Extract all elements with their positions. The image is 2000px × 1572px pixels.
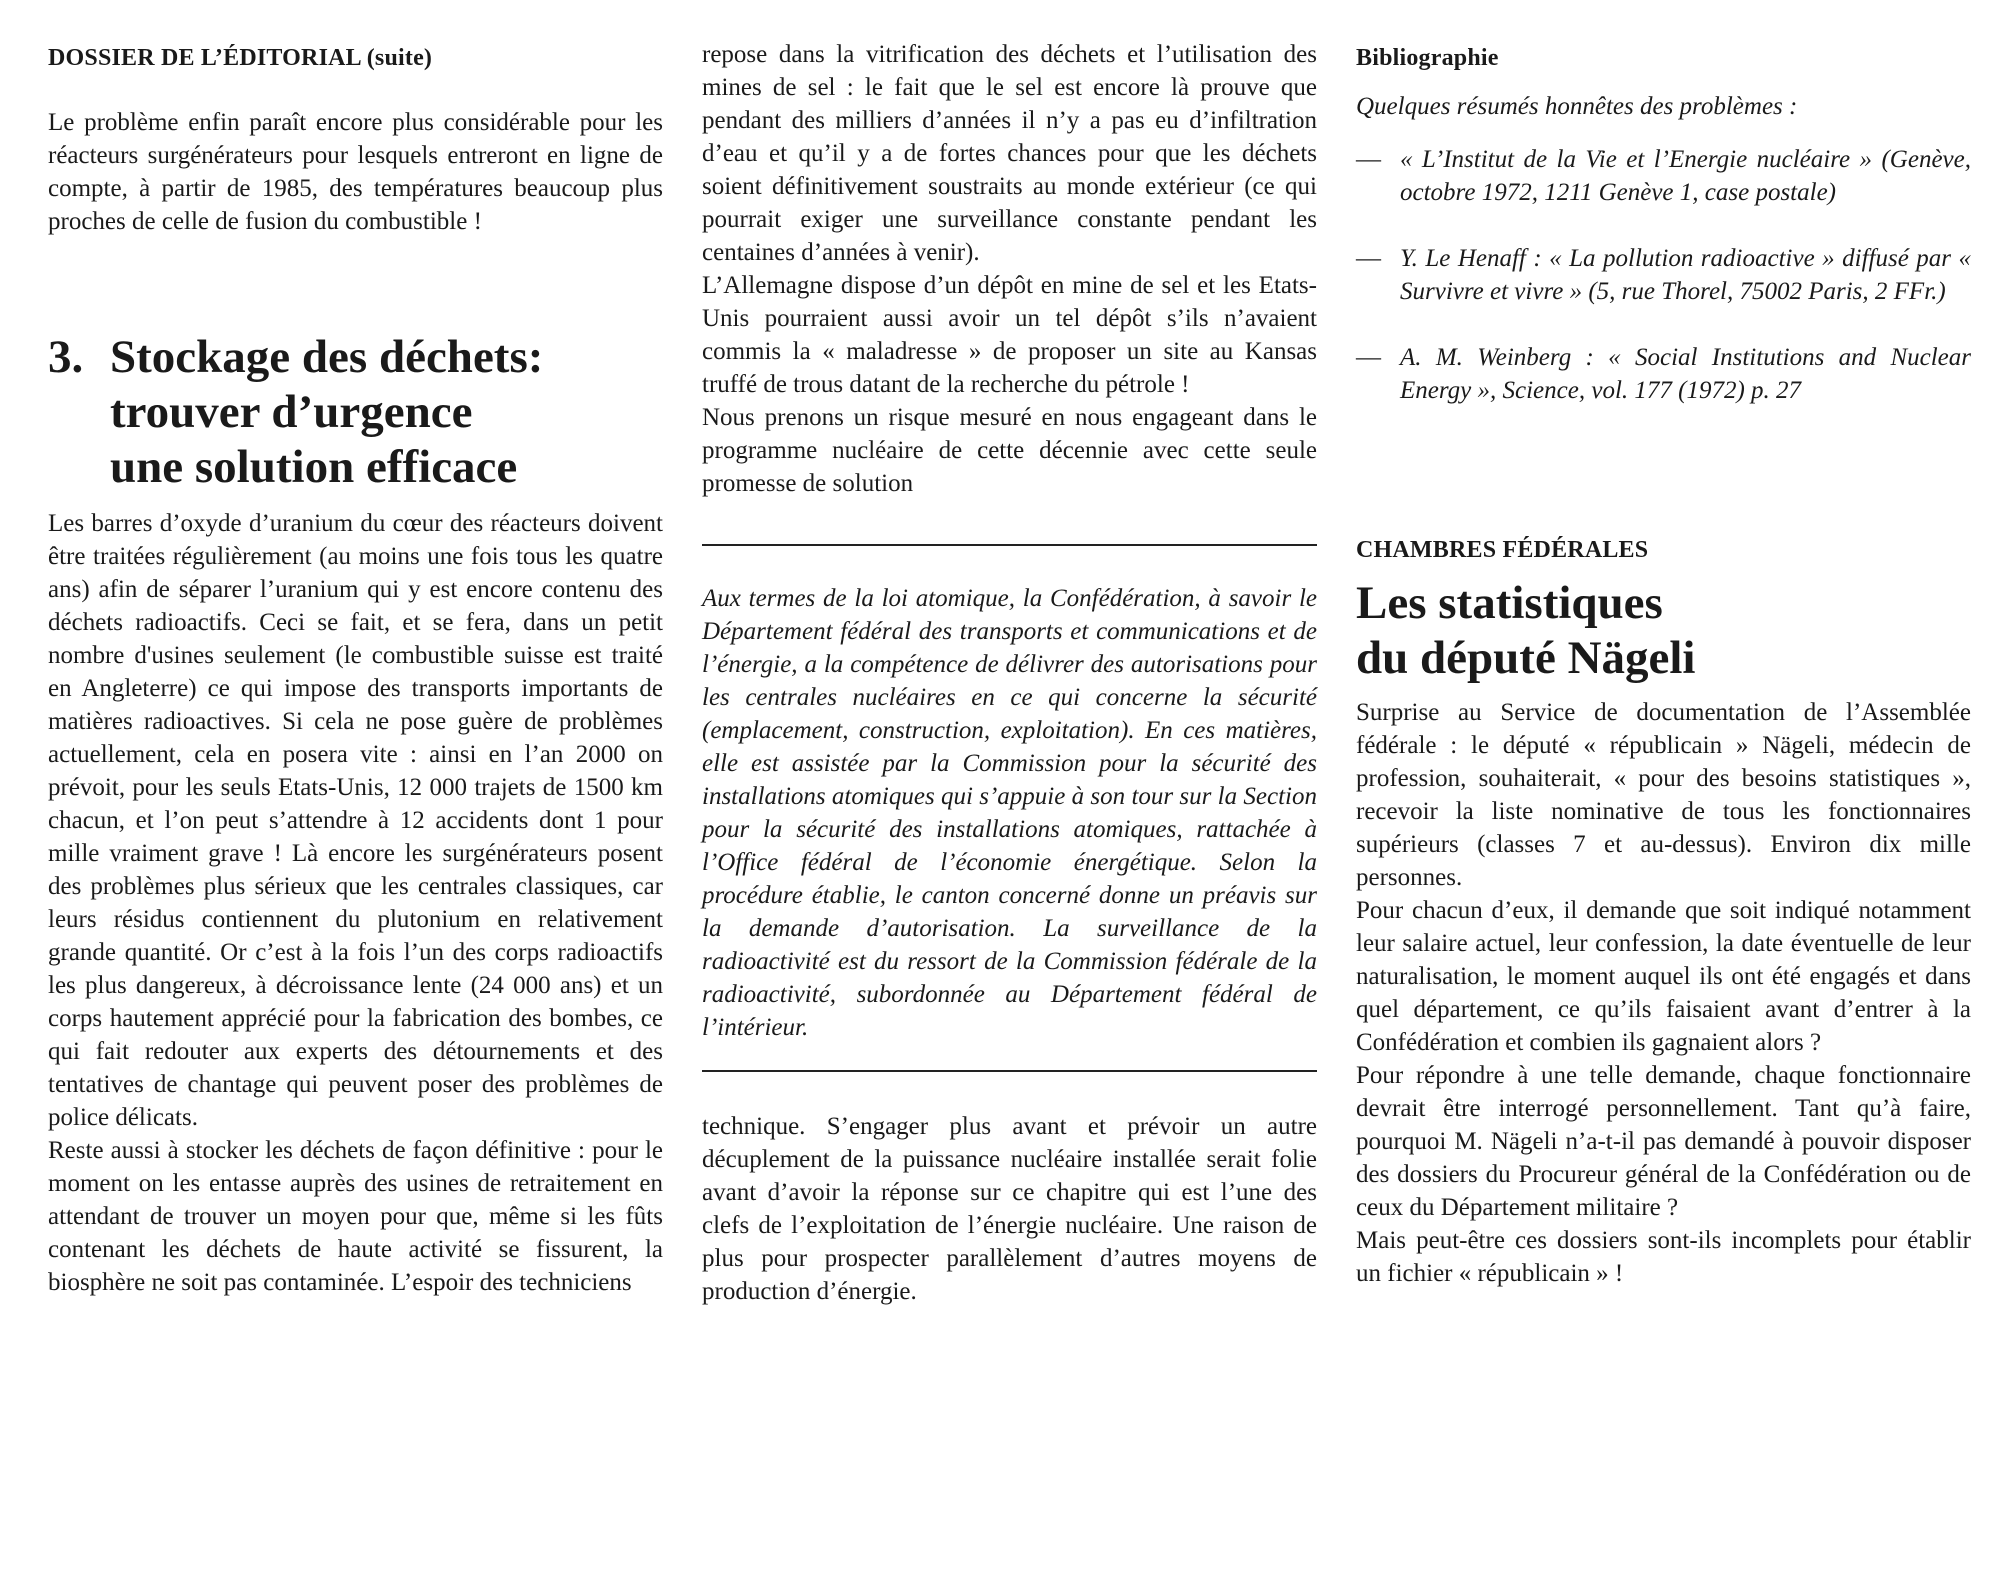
body-paragraph: L’Allemagne dispose d’un dépôt en mine de sel et les Etats-Unis pourraient aussi avoir un tel dépôt s’ils n’avaient commis la « maladresse » de proposer un site au Kansas truffé de trous datant de la recherche du pétrole ! [702,272,1317,398]
column-left [48,38,663,1299]
column-right [1356,38,1971,1290]
bibliography-dash: — [1356,146,1381,173]
dossier-kicker-suffix: (suite) [366,45,433,71]
chambres-kicker: CHAMBRES FÉDÉRALES [1356,537,1649,563]
body-paragraph: Surprise au Service de documentation de l’Assemblée fédérale : le député « républicain » Nägeli, médecin de profession, souhaiterait, « pour des besoins statistiques », recevoir la liste nominative de tous les fonctionnaires supérieurs (classes 7 et au-dessus). Environ dix mille personnes. [1356,699,1971,891]
info-box-text: Aux termes de la loi atomique, la Confédération, à savoir le Département fédéral des transports et communications et de l’énergie, a la compétence de délivrer des autorisations pour les centrales nucléaires en ce qui concerne la sécurité (emplacement, construction, exploitation). En ces matières, elle est assistée par la Commission pour la sécurité des installations atomiques qui s’appuie à son tour sur la Section pour la sécurité des installations atomiques, rattachée à l’Office fédéral de l’économie énergétique. Selon la procédure établie, le canton concerné donne un préavis sur la demande d’autorisation. La surveillance de la radioactivité est du ressort de la Commission fédérale de la radioactivité, subordonnée au Département fédéral de l’intérieur. [702,585,1317,1041]
body-paragraph: repose dans la vitrification des déchets et l’utilisation des mines de sel : le fait que le sel est encore là prouve que pendant des milliers d’années il n’y a pas eu d’infiltration d’eau et qu’il y a de fortes chances pour que les déchets soient définitivement soustraits au monde extérieur (ce qui pourrait exiger une surveillance constante pendant les centaines d’années à venir). [702,41,1317,266]
dossier-kicker-main: DOSSIER DE L’ÉDITORIAL [48,45,361,71]
bibliography-list [1356,143,1971,407]
bibliography-item [1356,143,1971,209]
bibliography-dash: — [1356,344,1381,371]
section-title-text: Stockage des déchets: trouver d’urgence une solution efficace [110,331,544,493]
section-title [48,330,663,495]
body-paragraph: technique. S’engager plus avant et prévoir un autre décuplement de la puissance nucléaire installée serait folie avant d’avoir la réponse sur ce chapitre qui est l’une des clefs de l’exploitation de l’énergie nucléaire. Une raison de plus pour prospecter parallèlement d’autres moyens de production d’énergie. [702,1113,1317,1305]
intro-paragraph: Le problème enfin paraît encore plus considérable pour les réacteurs surgénérateurs pour lesquels entreront en ligne de compte, à partir de 1985, des températures beaucoup plus proches de celle de fusion du combustible ! [48,109,663,235]
bibliography-text: A. M. Weinberg : « Social Institutions and Nuclear Energy », Science, vol. 177 (1972) p. 27 [1400,344,1971,404]
bibliography-intro: Quelques résumés honnêtes des problèmes : [1356,93,1798,120]
body-paragraph: Reste aussi à stocker les déchets de façon définitive : pour le moment on les entasse auprès des usines de retraitement en attendant de trouver un moyen pour que, même si les fûts contenant les déchets de haute activité se fissurent, la biosphère ne soit pas contaminée. L’espoir des techniciens [48,1137,663,1296]
bibliography-text: Y. Le Henaff : « La pollution radioactive » diffusé par « Survivre et vivre » (5, rue Thorel, 75002 Paris, 2 FFr.) [1400,245,1971,305]
body-paragraph: Pour répondre à une telle demande, chaque fonctionnaire devrait être interrogé personnellement. Tant qu’à faire, pourquoi M. Nägeli n’a-t-il pas demandé à pouvoir disposer des dossiers du Procureur général de la Confédération ou de ceux du Département militaire ? [1356,1062,1971,1221]
bibliography-text: « L’Institut de la Vie et l’Energie nucléaire » (Genève, octobre 1972, 1211 Genève 1, case postale) [1400,146,1971,206]
bibliography-item [1356,242,1971,308]
body-paragraph: Nous prenons un risque mesuré en nous engageant dans le programme nucléaire de cette décennie avec cette seule promesse de solution [702,404,1317,497]
body-paragraph: Mais peut-être ces dossiers sont-ils incomplets pour établir un fichier « républicain » ! [1356,1227,1971,1287]
section-number: 3. [48,331,84,383]
bibliography-heading: Bibliographie [1356,45,1499,71]
article-title: Les statistiques du député Nägeli [1356,577,1696,684]
body-paragraph: Les barres d’oxyde d’uranium du cœur des réacteurs doivent être traitées régulièrement (au moins une fois tous les quatre ans) afin de séparer l’uranium qui y est encore contenu des déchets radioactifs. Ceci se fait, et se fera, dans un petit nombre d'usines seulement (le combustible suisse est traité en Angleterre) ce qui impose des transports importants de matières radioactives. Si cela ne pose guère de problèmes actuellement, cela en posera vite : ainsi en l’an 2000 on prévoit, pour les seuls Etats-Unis, 12 000 trajets de 1500 km chacun, et l’on peut s’attendre à 12 accidents dont 1 pour mille vraiment grave ! Là encore les surgénérateurs posent des problèmes plus sérieux que les centrales classiques, car leurs résidus contiennent du plutonium en relativement grande quantité. Or c’est à la fois l’un des corps radioactifs les plus dangereux, à décroissance lente (24 000 ans) et un corps hautement apprécié pour la fabrication des bombes, ce qui fait redouter aux experts des détournements et des tentatives de chantage qui peuvent poser des problèmes de police délicats. [48,510,663,1131]
bibliography-item [1356,341,1971,407]
column-middle [702,38,1317,1308]
body-paragraph: Pour chacun d’eux, il demande que soit indiqué notamment leur salaire actuel, leur confession, la date éventuelle de leur naturalisation, le moment auquel ils ont été engagés et dans quel département, ce qu’ils faisaient avant d’entrer à la Confédération et combien ils gagnaient alors ? [1356,897,1971,1056]
dossier-kicker [48,38,663,78]
bibliography-dash: — [1356,245,1381,272]
